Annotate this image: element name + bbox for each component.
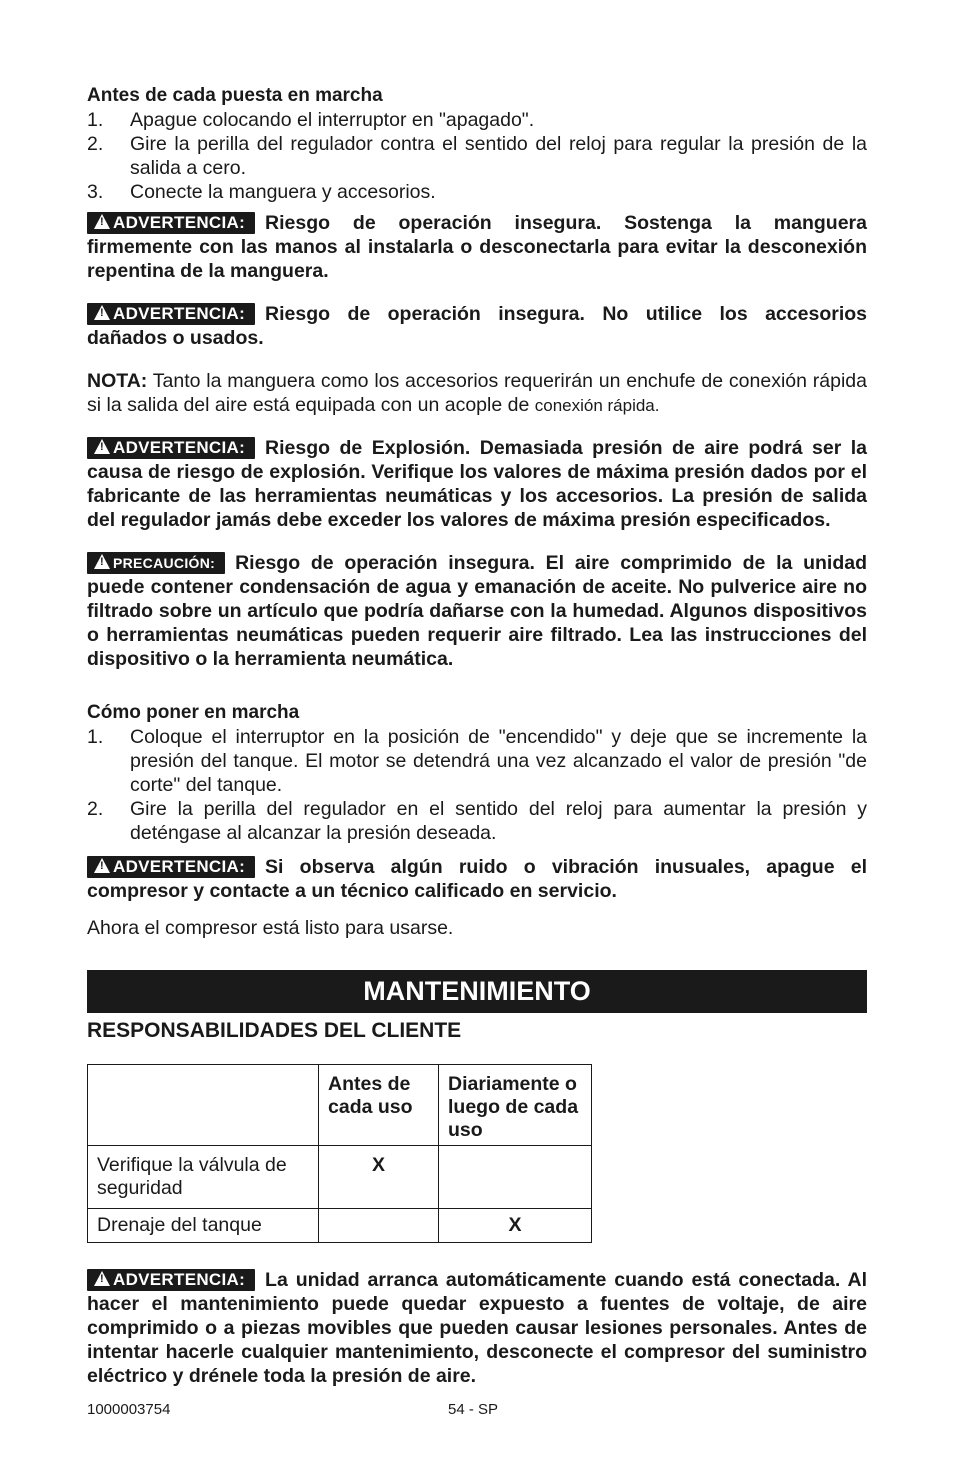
table-header: Diariamente o luego de cada uso (439, 1065, 592, 1146)
maintenance-subtitle: RESPONSABILIDADES DEL CLIENTE (87, 1019, 462, 1042)
warning-accessories (87, 302, 867, 350)
note-tail: conexión rápida. (534, 396, 660, 415)
caution-text: Riesgo de operación insegura. El aire comprimido de la unidad puede contener condensación de agua y emanación de aceite. No pulverice aire no filtrado sobre un artículo que podría dañarse con la humedad. Algunos dispositivos o herramientas neumáticas pueden requerir aire filtrado. Lea las instrucciones del dispositivo o la herramienta neumática. (87, 552, 867, 670)
step-text: Gire la perilla del regulador en el sentido del reloj para aumentar la presión y deténgase al alcanzar la presión deseada. (130, 798, 867, 844)
before-start-steps (87, 108, 867, 204)
note-label: NOTA: (87, 370, 148, 392)
step-number: 3. (87, 181, 104, 203)
list-item (87, 108, 867, 132)
step-number: 1. (87, 109, 104, 131)
step-text: Gire la perilla del regulador contra el sentido del reloj para regular la presión de la salida a cero. (130, 133, 867, 179)
table-cell-task: Drenaje del tanque (88, 1209, 319, 1243)
table-header (88, 1065, 319, 1146)
warning-text: Riesgo de operación insegura. No utilice los accesorios dañados o usados. (87, 303, 867, 349)
warning-badge (87, 1269, 255, 1291)
start-heading: Cómo poner en marcha (87, 702, 300, 723)
warning-badge (87, 856, 255, 878)
table-row (88, 1146, 592, 1209)
caution-badge (87, 552, 225, 574)
warning-triangle-icon (94, 214, 110, 229)
warning-triangle-icon (94, 305, 110, 320)
note-paragraph (87, 369, 867, 418)
table-cell-mark: X (319, 1146, 439, 1209)
warning-badge-label: ADVERTENCIA: (113, 304, 246, 323)
warning-badge (87, 212, 255, 234)
footer-page-number: 54 - SP (448, 1401, 499, 1418)
warning-badge-label: ADVERTENCIA: (113, 438, 246, 457)
warning-text: La unidad arranca automáticamente cuando está conectada. Al hacer el mantenimiento puede quedar expuesto a fuentes de voltaje, de aire comprimido o a piezas movibles que pueden causar lesiones personales. Antes de intentar hacerle cualquier mantenimiento, desconecte el compresor del suministro eléctrico y drénele toda la presión de aire. (87, 1269, 867, 1387)
warning-badge-label: ADVERTENCIA: (113, 857, 246, 876)
responsibilities-table (87, 1064, 592, 1243)
warning-triangle-icon (94, 858, 110, 873)
start-steps (87, 725, 867, 845)
warning-maintenance (87, 1268, 867, 1388)
table-header-row (88, 1065, 592, 1146)
warning-hose (87, 211, 867, 283)
warning-triangle-icon (94, 1271, 110, 1286)
warning-badge-label: ADVERTENCIA: (113, 213, 246, 232)
before-start-heading: Antes de cada puesta en marcha (87, 85, 383, 106)
step-number: 2. (87, 133, 104, 155)
table-row (88, 1209, 592, 1243)
warning-text: Riesgo de Explosión. Demasiada presión de aire podrá ser la causa de riesgo de explosión. Verifique los valores de máxima presión dados por el fabricante de las herramientas neumáticas y los accesorios. La presión de salida del regulador jamás debe exceder los valores de máxima presión especificados. (87, 437, 867, 531)
caution-badge-label: PRECAUCIÓN: (113, 555, 216, 571)
list-item (87, 797, 867, 845)
warning-text: Riesgo de operación insegura. Sostenga la manguera firmemente con las manos al instalarla o desconectarla para evitar la desconexión repentina de la manguera. (87, 212, 867, 282)
manual-page (87, 84, 867, 1407)
warning-triangle-icon (94, 554, 110, 569)
table-header: Antes de cada uso (319, 1065, 439, 1146)
maintenance-title: MANTENIMIENTO (87, 970, 867, 1013)
step-number: 2. (87, 798, 104, 820)
warning-noise (87, 855, 867, 903)
table-cell-mark (319, 1209, 439, 1243)
step-text: Conecte la manguera y accesorios. (130, 181, 436, 203)
ready-text: Ahora el compresor está listo para usarse. (87, 917, 454, 939)
step-text: Apague colocando el interruptor en "apagado". (130, 109, 535, 131)
footer-part-number: 1000003754 (87, 1401, 171, 1418)
warning-explosion (87, 436, 867, 532)
warning-badge-label: ADVERTENCIA: (113, 1270, 246, 1289)
step-text: Coloque el interruptor en la posición de "encendido" y deje que se incremente la presión del tanque. El motor se detendrá una vez alcanzado el valor de presión "de corte" del tanque. (130, 726, 867, 796)
caution-moisture (87, 551, 867, 671)
table-cell-task: Verifique la válvula de seguridad (88, 1146, 319, 1209)
list-item (87, 180, 867, 204)
table-cell-mark (439, 1146, 592, 1209)
list-item (87, 132, 867, 180)
list-item (87, 725, 867, 797)
note-text: Tanto la manguera como los accesorios requerirán un enchufe de conexión rápida si la salida del aire está equipada con un acople de (87, 370, 867, 416)
warning-triangle-icon (94, 439, 110, 454)
warning-text: Si observa algún ruido o vibración inusuales, apague el compresor y contacte a un técnico calificado en servicio. (87, 856, 867, 902)
step-number: 1. (87, 726, 104, 748)
warning-badge (87, 437, 255, 459)
table-cell-mark: X (439, 1209, 592, 1243)
warning-badge (87, 303, 255, 325)
